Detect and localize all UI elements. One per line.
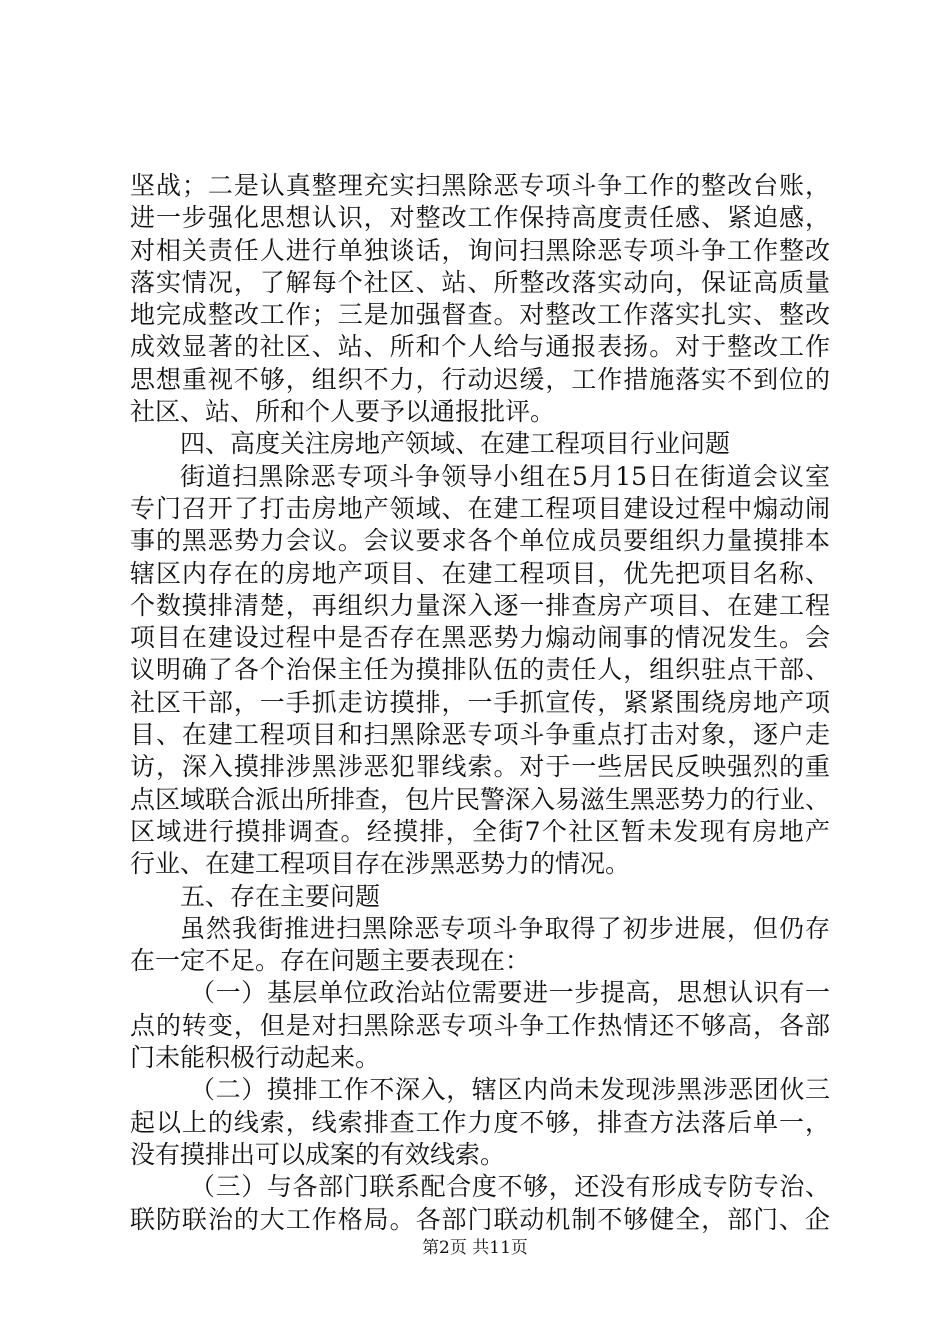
text-line: （三）与各部门联系配合度不够，还没有形成专防专治、 [190,1172,830,1202]
text-line: 没有摸排出可以成案的有效线索。 [130,1139,506,1169]
text-line: 辖区内存在的房地产项目、在建工程项目，优先把项目名称、 [130,558,830,588]
text-line: 访，深入摸排涉黑涉恶犯罪线索。对于一些居民反映强烈的重 [130,752,830,782]
text-line: 思想重视不够，组织不力，行动迟缓，工作措施落实不到位的 [130,364,830,394]
text-line: 事的黑恶势力会议。会议要求各个单位成员要组织力量摸排本 [130,526,830,556]
text-line: 行业、在建工程项目存在涉黑恶势力的情况。 [130,849,631,879]
text-line: 对相关责任人进行单独谈话，询问扫黑除恶专项斗争工作整改 [130,235,830,265]
text-line: 起以上的线索，线索排查工作力度不够，排查方法落后单一， [130,1107,830,1137]
text-line: 个数摸排清楚，再组织力量深入逐一排查房产项目、在建工程 [130,590,830,620]
text-line: 议明确了各个治保主任为摸排队伍的责任人，组织驻点干部、 [130,655,830,685]
text-line: 点区域联合派出所排查，包片民警深入易滋生黑恶势力的行业、 [130,784,831,814]
text-line: 专门召开了打击房地产领域、在建工程项目建设过程中煽动闹 [130,493,830,523]
text-line: 四、高度关注房地产领域、在建工程项目行业问题 [180,429,731,459]
text-line: 项目在建设过程中是否存在黑恶势力煽动闹事的情况发生。会 [130,623,830,653]
text-line: 联防联治的大工作格局。各部门联动机制不够健全，部门、企 [130,1204,830,1234]
text-line: 社区、站、所和个人要予以通报批评。 [130,397,556,427]
text-line: 社区干部，一手抓走访摸排，一手抓宣传，紧紧围绕房地产项 [130,687,830,717]
page-footer: 第2页 共11页 [422,1238,528,1258]
text-line: 区域进行摸排调查。经摸排，全街7个社区暂未发现有房地产 [130,816,830,846]
text-line: 目、在建工程项目和扫黑除恶专项斗争重点打击对象，逐户走 [130,720,830,750]
text-line: 在一定不足。存在问题主要表现在： [130,946,531,976]
text-line: 地完成整改工作；三是加强督查。对整改工作落实扎实、整改 [130,300,830,330]
text-line: 虽然我街推进扫黑除恶专项斗争取得了初步进展，但仍存 [180,913,830,943]
text-line: 进一步强化思想认识，对整改工作保持高度责任感、紧迫感， [130,203,830,233]
text-line: 落实情况，了解每个社区、站、所整改落实动向，保证高质量 [130,267,830,297]
document-body [130,170,830,1236]
text-line: 街道扫黑除恶专项斗争领导小组在5月15日在街道会议室 [180,461,830,491]
text-line: 门未能积极行动起来。 [130,1043,381,1073]
text-line: （二）摸排工作不深入，辖区内尚未发现涉黑涉恶团伙三 [190,1075,830,1105]
text-line: 五、存在主要问题 [180,881,381,911]
text-line: （一）基层单位政治站位需要进一步提高，思想认识有一 [190,978,830,1008]
text-line: 成效显著的社区、站、所和个人给与通报表扬。对于整改工作 [130,332,830,362]
text-line: 点的转变，但是对扫黑除恶专项斗争工作热情还不够高，各部 [130,1010,830,1040]
text-line: 坚战；二是认真整理充实扫黑除恶专项斗争工作的整改台账， [130,171,830,200]
